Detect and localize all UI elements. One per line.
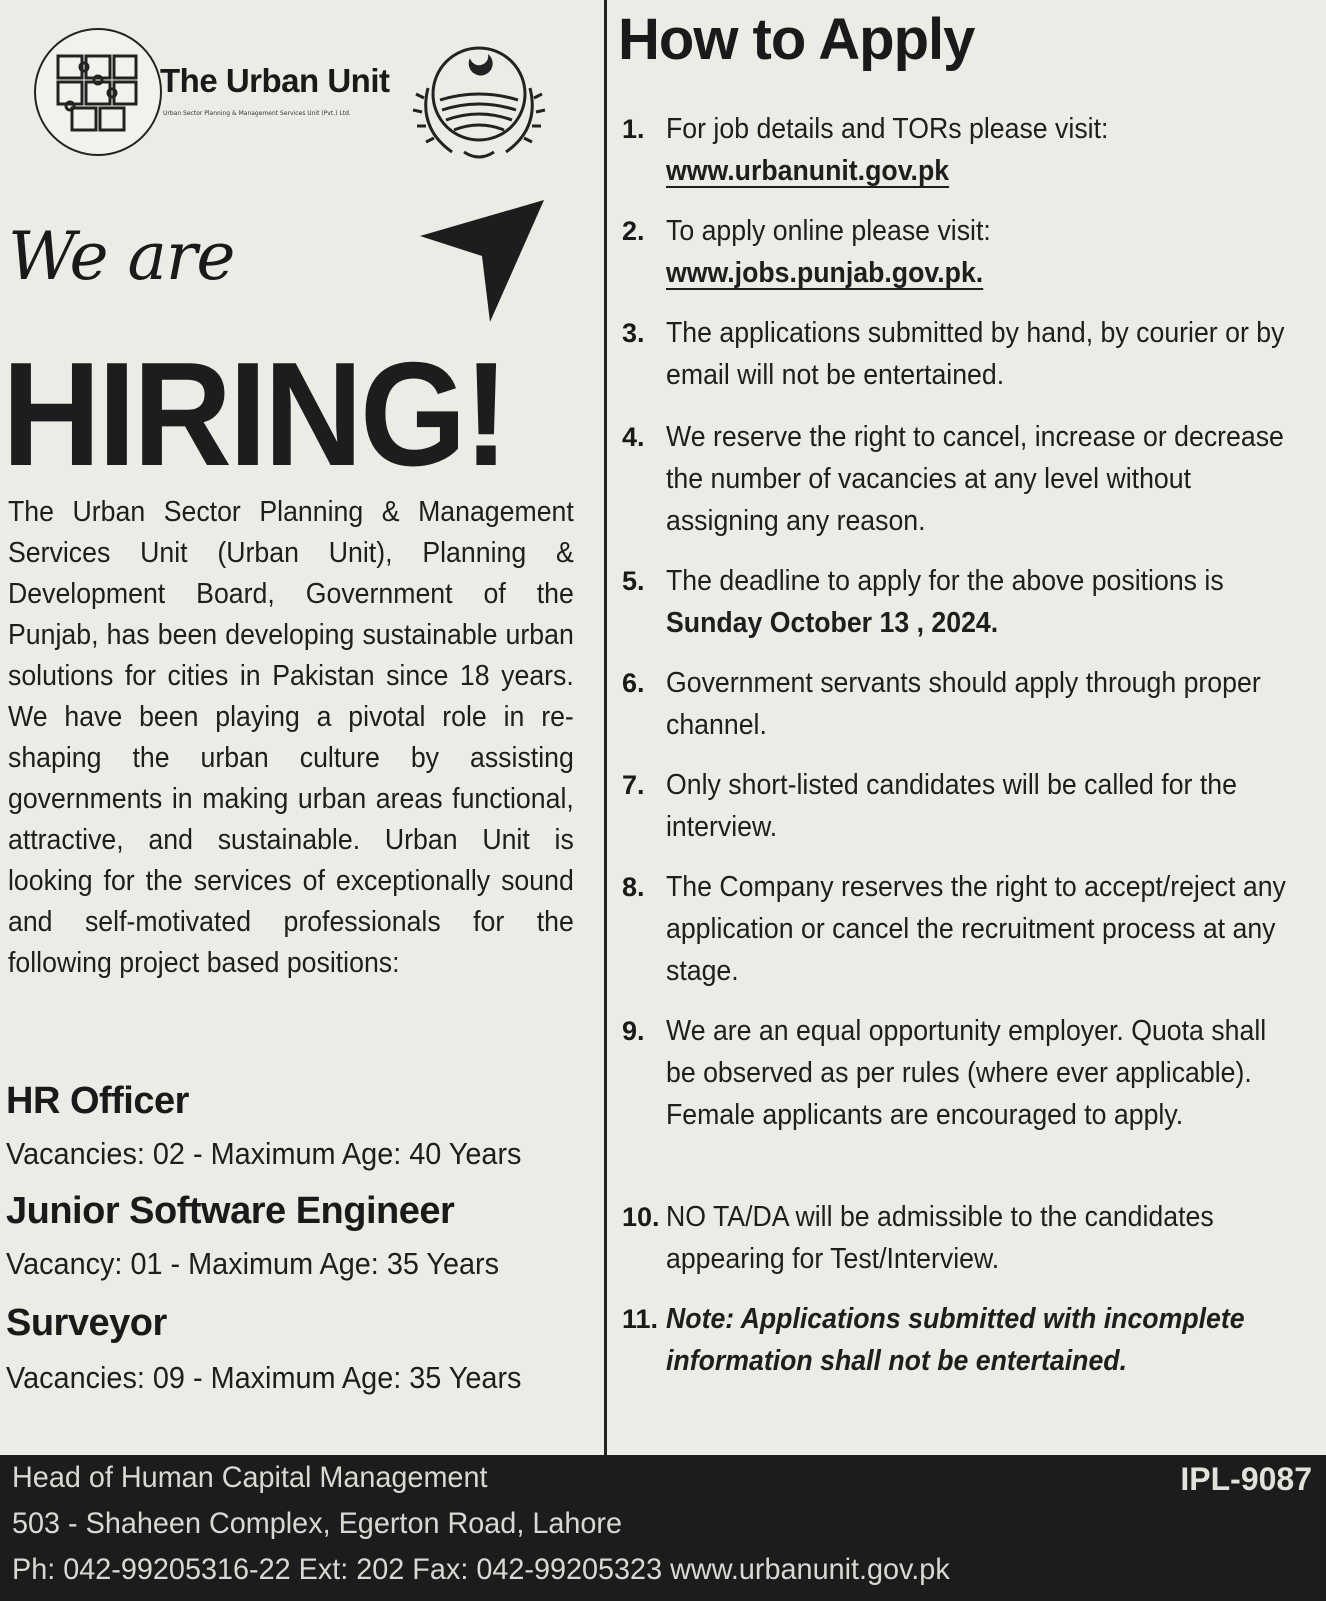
step-text: The Company reserves the right to accept/reject any application or cancel the recruitment process at any stage. [666,871,1286,987]
emblem-icon [404,28,554,166]
note-text: Note: Applications submitted with incomplete information shall not be entertained. [666,1303,1245,1377]
step-number: 3. [622,318,645,348]
step-text: The deadline to apply for the above positions is [666,565,1224,597]
intro-paragraph: The Urban Sector Planning & Management Services Unit (Urban Unit), Planning & Development Board, Government of the Punjab, has been developing sustainable urban solutions for cities in Pakistan since 18 years. We have been playing a pivotal role in re-shaping the urban culture by assisting governments in making urban areas functional, attractive, and sustainable. Urban Unit is looking for the services of exceptionally sound and self-motivated professionals for the following project based positions: [8,496,574,979]
paper-plane-icon [418,196,546,328]
ipl-reference: IPL-9087 [1180,1461,1312,1497]
job-details-link[interactable]: www.urbanunit.gov.pk [666,155,950,187]
step-number: 11. [622,1304,659,1334]
step-number: 5. [622,566,645,596]
hiring-heading: HIRING! [2,332,507,498]
contact-footer [0,1455,1326,1601]
left-column [0,0,600,1455]
contact-phone-fax-website: Ph: 042-99205316-22 Ext: 202 Fax: 042-99205323 www.urbanunit.gov.pk [12,1553,950,1586]
urban-unit-puzzle-logo [34,28,162,156]
position-detail-junior-software-engineer: Vacancy: 01 - Maximum Age: 35 Years [6,1246,500,1281]
step-number: 8. [622,872,645,902]
contact-title: Head of Human Capital Management [12,1461,488,1494]
step-number: 6. [622,668,645,698]
contact-address: 503 - Shaheen Complex, Egerton Road, Lahore [12,1507,623,1540]
column-divider [604,0,607,1455]
we-are-heading: We are [8,218,235,295]
position-title-surveyor: Surveyor [6,1302,167,1344]
step-number: 2. [622,216,645,246]
puzzle-icon [50,46,146,138]
step-number: 4. [622,422,645,452]
position-title-hr-officer: HR Officer [6,1080,189,1122]
brand-name: The Urban Unit [160,62,390,99]
step-number: 1. [622,114,645,144]
step-text: The applications submitted by hand, by courier or by email will not be entertained. [666,317,1285,391]
deadline-date: Sunday October 13 , 2024. [666,607,999,639]
step-text: We are an equal opportunity employer. Quota shall be observed as per rules (where ever applicable). Female applicants are encouraged to apply. [666,1015,1267,1131]
step-text: We reserve the right to cancel, increase or decrease the number of vacancies at any level without assigning any reason. [666,421,1284,537]
step-number: 7. [622,770,645,800]
apply-online-link[interactable]: www.jobs.punjab.gov.pk. [666,257,984,289]
punjab-government-emblem [404,28,554,166]
step-text: Government servants should apply through proper channel. [666,667,1261,741]
step-number: 9. [622,1016,645,1046]
how-to-apply-heading: How to Apply [618,7,975,72]
step-text: Only short-listed candidates will be called for the interview. [666,769,1237,843]
step-number: 10. [622,1202,660,1232]
step-text: For job details and TORs please visit: [666,113,1109,145]
position-detail-surveyor: Vacancies: 09 - Maximum Age: 35 Years [6,1360,522,1395]
position-title-junior-software-engineer: Junior Software Engineer [6,1190,455,1232]
step-text: To apply online please visit: [666,215,991,247]
brand-subtitle: Urban Sector Planning & Management Services Unit (Pvt.) Ltd. [163,110,351,117]
position-detail-hr-officer: Vacancies: 02 - Maximum Age: 40 Years [6,1136,522,1171]
step-text: NO TA/DA will be admissible to the candidates appearing for Test/Interview. [666,1201,1214,1275]
right-column [612,0,1322,1455]
